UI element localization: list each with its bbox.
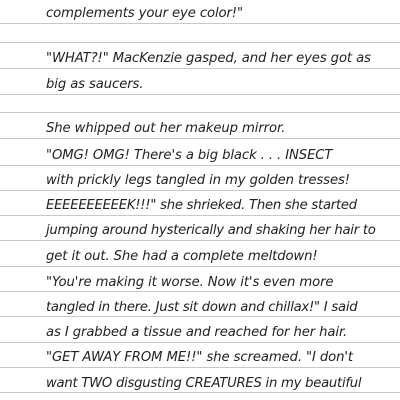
ruled-line bbox=[0, 240, 400, 241]
text-line: She whipped out her makeup mirror. bbox=[46, 121, 286, 136]
ruled-line bbox=[0, 42, 400, 43]
text-line: tangled in there. Just sit down and chillax!" I said bbox=[46, 300, 358, 315]
ruled-line bbox=[0, 316, 400, 317]
text-line: "OMG! OMG! There's a big black . . . INSECT bbox=[46, 148, 333, 163]
ruled-line bbox=[0, 138, 400, 139]
text-line: EEEEEEEEEEK!!!" she shrieked. Then she started bbox=[46, 198, 357, 213]
ruled-line bbox=[0, 190, 400, 191]
text-line: get it out. She had a complete meltdown! bbox=[46, 249, 318, 264]
ruled-line bbox=[0, 291, 400, 292]
ruled-line bbox=[0, 266, 400, 267]
text-line: "GET AWAY FROM ME!!" she screamed. "I don't bbox=[46, 350, 353, 365]
ruled-line bbox=[0, 342, 400, 343]
text-line: jumping around hysterically and shaking her hair to bbox=[46, 223, 376, 238]
ruled-line bbox=[0, 23, 400, 24]
text-line: "You're making it worse. Now it's even more bbox=[46, 275, 334, 290]
ruled-line bbox=[0, 112, 400, 113]
text-line: want TWO disgusting CREATURES in my beautiful bbox=[46, 376, 362, 391]
ruled-line bbox=[0, 392, 400, 393]
text-line: "WHAT?!" MacKenzie gasped, and her eyes got as bbox=[46, 51, 371, 66]
text-line: with prickly legs tangled in my golden tresses! bbox=[46, 173, 350, 188]
text-line: as I grabbed a tissue and reached for her hair. bbox=[46, 325, 348, 340]
ruled-line bbox=[0, 367, 400, 368]
text-line: big as saucers. bbox=[46, 77, 144, 92]
ruled-line bbox=[0, 68, 400, 69]
ruled-line bbox=[0, 215, 400, 216]
ruled-line bbox=[0, 94, 400, 95]
ruled-line bbox=[0, 165, 400, 166]
text-line: complements your eye color!" bbox=[46, 6, 243, 21]
